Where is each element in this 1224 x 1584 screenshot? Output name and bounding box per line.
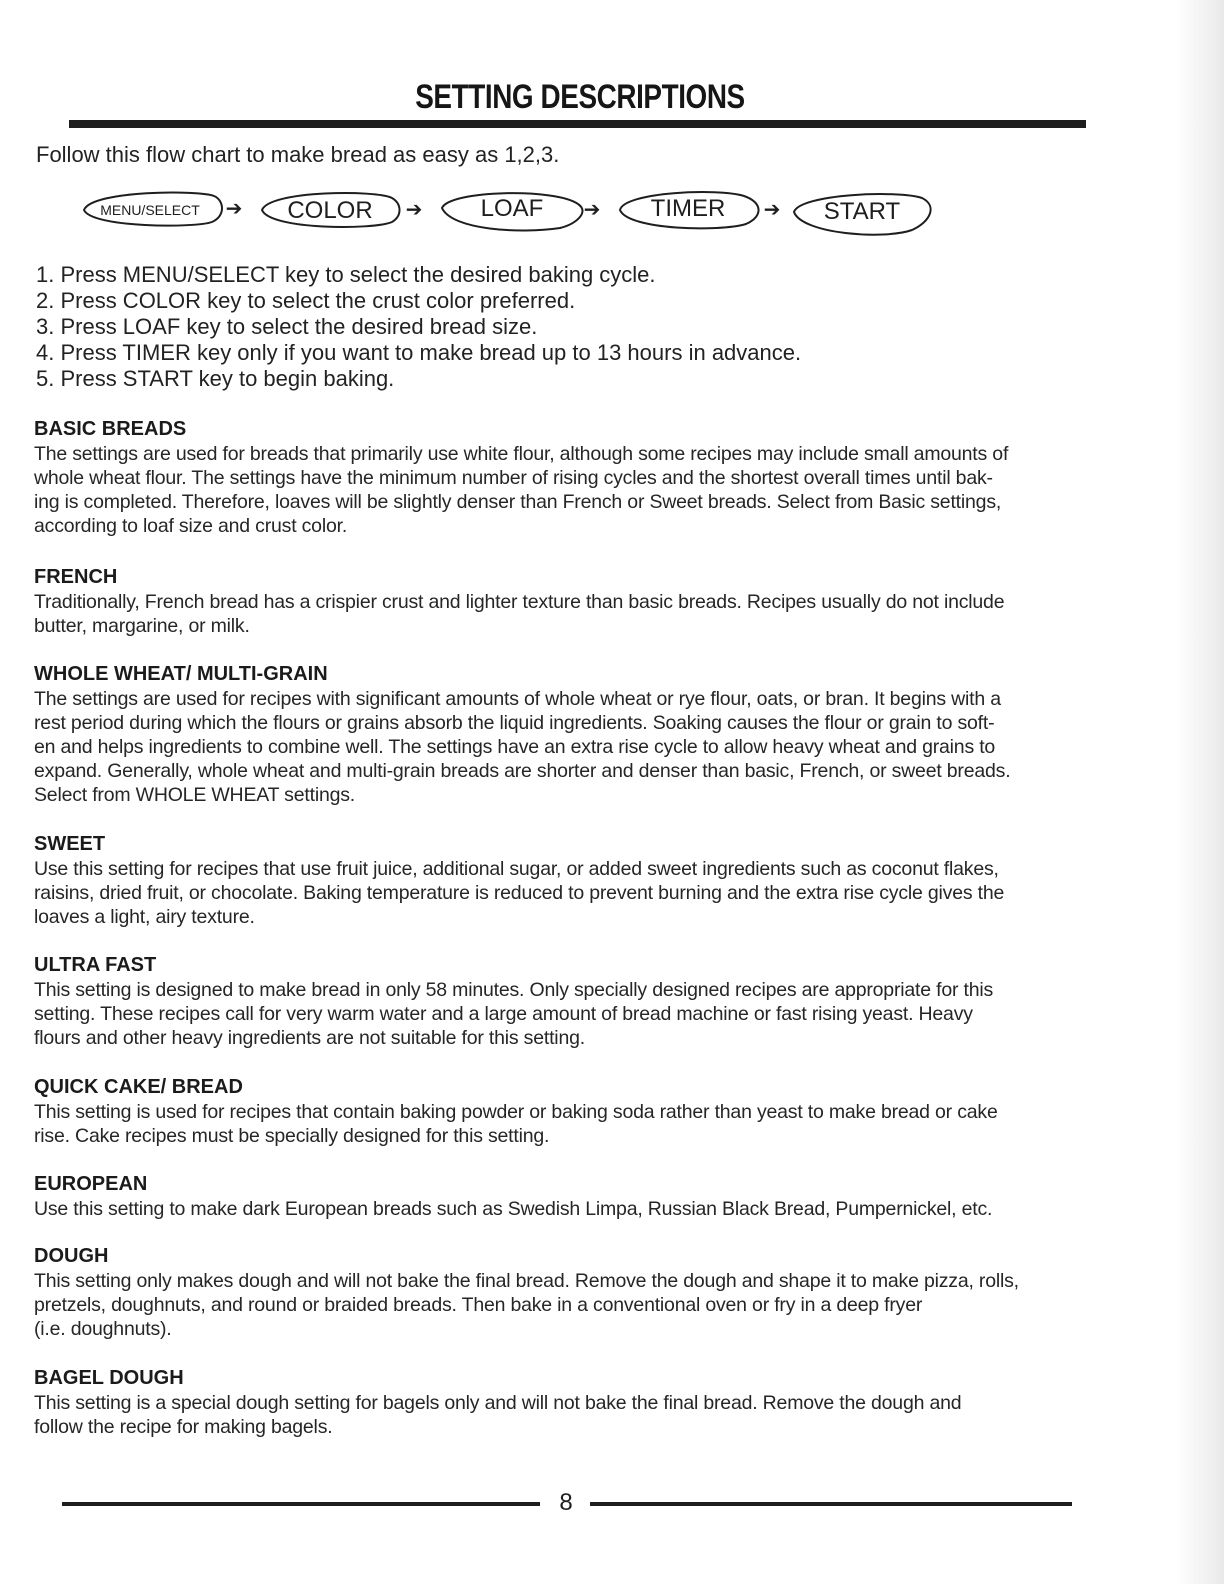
section-line: Use this setting to make dark European breads such as Swedish Limpa, Russian Black Bread, Pumpernickel, etc. bbox=[34, 1198, 993, 1220]
section-french bbox=[34, 565, 1054, 638]
section-line: Select from WHOLE WHEAT settings. bbox=[34, 784, 356, 806]
title-rule bbox=[69, 120, 1086, 128]
loaf-key-label: LOAF bbox=[480, 195, 544, 222]
section-bagel-dough bbox=[34, 1366, 1054, 1439]
section-basic-breads bbox=[34, 417, 1054, 538]
section-line: ing is completed. Therefore, loaves will be slightly denser than French or Sweet breads. Select from Basic settings, bbox=[34, 491, 1002, 513]
section-heading: DOUGH bbox=[34, 1245, 109, 1267]
page-number: 8 bbox=[559, 1489, 573, 1516]
footer-rule-left bbox=[62, 1502, 540, 1506]
arrow-icon: ➔ bbox=[763, 197, 781, 221]
section-sweet bbox=[34, 832, 1054, 929]
section-line: This setting is used for recipes that contain baking powder or baking soda rather than yeast to make bread or cake bbox=[34, 1101, 998, 1123]
section-line: This setting only makes dough and will not bake the final bread. Remove the dough and shape it to make pizza, rolls, bbox=[34, 1270, 1019, 1292]
section-european bbox=[34, 1172, 1054, 1221]
section-line: raisins, dried fruit, or chocolate. Baking temperature is reduced to prevent burning and the extra rise cycle gives the bbox=[34, 882, 1005, 904]
section-ultra-fast bbox=[34, 953, 1054, 1050]
section-line: butter, margarine, or milk. bbox=[34, 615, 250, 637]
section-heading: BASIC BREADS bbox=[34, 418, 187, 440]
section-heading: SWEET bbox=[34, 833, 106, 855]
section-line: (i.e. doughnuts). bbox=[34, 1318, 172, 1340]
section-line: according to loaf size and crust color. bbox=[34, 515, 348, 537]
timer-key-label: TIMER bbox=[650, 195, 726, 222]
section-line: whole wheat flour. The settings have the minimum number of rising cycles and the shortest overall times until bak- bbox=[34, 467, 993, 489]
flow-chart bbox=[0, 186, 1224, 246]
step-item: 1. Press MENU/SELECT key to select the desired baking cycle. bbox=[36, 262, 656, 287]
section-whole-wheat bbox=[34, 662, 1054, 807]
section-heading: QUICK CAKE/ BREAD bbox=[34, 1076, 243, 1098]
section-line: This setting is designed to make bread in only 58 minutes. Only specially designed recipes are appropriate for this bbox=[34, 979, 994, 1001]
section-heading: BAGEL DOUGH bbox=[34, 1367, 184, 1389]
section-line: flours and other heavy ingredients are not suitable for this setting. bbox=[34, 1027, 585, 1049]
page-title: SETTING DESCRIPTIONS bbox=[415, 78, 745, 116]
section-line: rest period during which the flours or grains absorb the liquid ingredients. Soaking causes the flour or grain to soft- bbox=[34, 712, 995, 734]
section-line: The settings are used for recipes with significant amounts of whole wheat or rye flour, oats, or bran. It begins with a bbox=[34, 688, 1001, 710]
footer-rule-right bbox=[590, 1502, 1072, 1506]
section-heading: EUROPEAN bbox=[34, 1173, 148, 1195]
section-heading: ULTRA FAST bbox=[34, 954, 157, 976]
menu-select-key-label: MENU/SELECT bbox=[100, 202, 200, 218]
section-heading: FRENCH bbox=[34, 566, 118, 588]
color-key-label: COLOR bbox=[287, 197, 373, 224]
section-heading: WHOLE WHEAT/ MULTI-GRAIN bbox=[34, 663, 328, 685]
start-key-label: START bbox=[823, 198, 901, 225]
section-line: loaves a light, airy texture. bbox=[34, 906, 255, 928]
section-line: pretzels, doughnuts, and round or braided breads. Then bake in a conventional oven or fry in a deep fryer bbox=[34, 1294, 923, 1316]
section-line: rise. Cake recipes must be specially designed for this setting. bbox=[34, 1125, 550, 1147]
section-dough bbox=[34, 1244, 1054, 1341]
flow-chart-graphic bbox=[0, 186, 1224, 246]
section-line: Traditionally, French bread has a crispier crust and lighter texture than basic breads. Recipes usually do not include bbox=[34, 591, 1005, 613]
section-line: setting. These recipes call for very warm water and a large amount of bread machine or fast rising yeast. Heavy bbox=[34, 1003, 973, 1025]
step-item: 5. Press START key to begin baking. bbox=[36, 366, 395, 391]
section-line: expand. Generally, whole wheat and multi-grain breads are shorter and denser than basic, French, or sweet breads. bbox=[34, 760, 1011, 782]
step-item: 3. Press LOAF key to select the desired bread size. bbox=[36, 314, 538, 339]
intro-text: Follow this flow chart to make bread as easy as 1,2,3. bbox=[36, 142, 560, 167]
arrow-icon: ➔ bbox=[583, 197, 601, 221]
section-quick-cake-bread bbox=[34, 1075, 1054, 1148]
arrow-icon: ➔ bbox=[405, 197, 423, 221]
steps-list bbox=[36, 262, 801, 392]
step-item: 4. Press TIMER key only if you want to make bread up to 13 hours in advance. bbox=[36, 340, 802, 365]
section-line: en and helps ingredients to combine well. The settings have an extra rise cycle to allow heavy wheat and grains to bbox=[34, 736, 996, 758]
section-line: This setting is a special dough setting for bagels only and will not bake the final bread. Remove the dough and bbox=[34, 1392, 962, 1414]
section-line: The settings are used for breads that primarily use white flour, although some recipes may include small amounts of bbox=[34, 443, 1009, 465]
section-line: follow the recipe for making bagels. bbox=[34, 1416, 333, 1438]
step-item: 2. Press COLOR key to select the crust color preferred. bbox=[36, 288, 576, 313]
section-line: Use this setting for recipes that use fruit juice, additional sugar, or added sweet ingredients such as coconut flakes, bbox=[34, 858, 999, 880]
arrow-icon: ➔ bbox=[225, 196, 243, 220]
